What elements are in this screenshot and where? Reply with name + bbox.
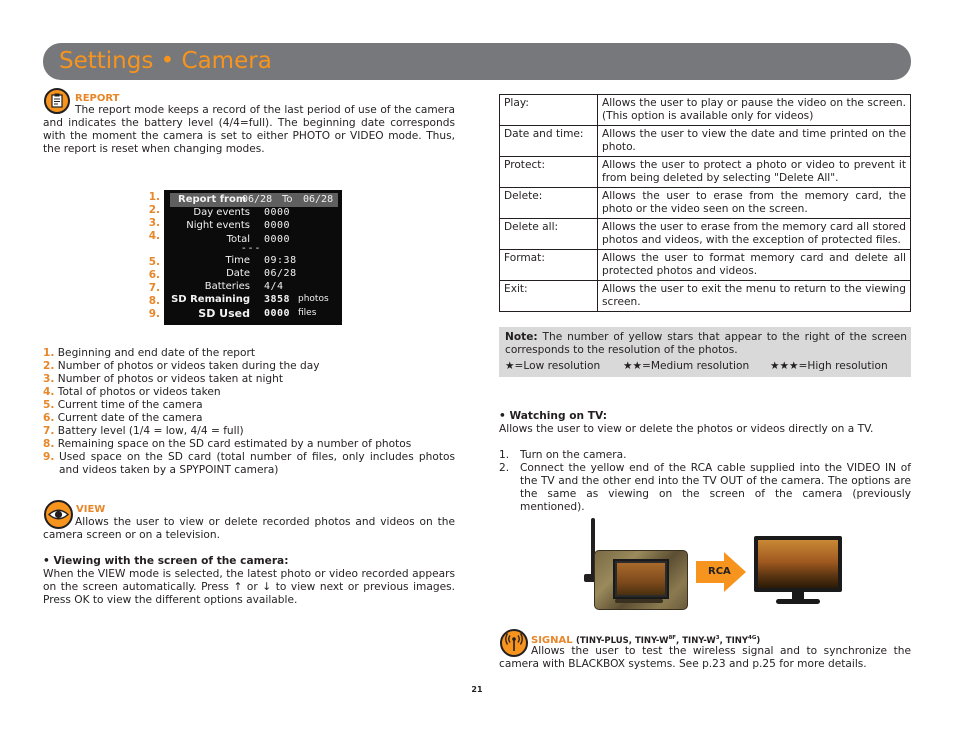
rca-arrow (696, 552, 746, 592)
list-item (499, 449, 911, 462)
table-row (500, 188, 911, 219)
table-row (500, 219, 911, 250)
table-cell-value: Allows the user to view the date and time printed on the photo. (598, 126, 911, 157)
tv-image (754, 536, 844, 608)
camera-screen-image (617, 563, 665, 595)
options-table (499, 94, 911, 312)
report-from-label: Report from (178, 194, 247, 205)
marker: 4. (148, 230, 160, 242)
table-row (500, 157, 911, 188)
table-cell-value: Allows the user to format memory card and delete all protected photos and videos. (598, 250, 911, 281)
screen-row-sd-remaining (164, 293, 342, 306)
marker: 2. (148, 204, 160, 216)
table-cell-key: Exit: (500, 281, 598, 312)
view-subheading: • Viewing with the screen of the camera: (43, 555, 289, 567)
marker: 6. (148, 269, 160, 281)
screen-suffix: files (298, 308, 317, 318)
screen-value: 4/4 (264, 281, 284, 292)
screen-value: 0000 (264, 207, 291, 218)
screen-value: 06/28 (264, 268, 297, 279)
legend-text: Number of photos or videos taken during the day (57, 360, 320, 372)
legend-text: Remaining space on the SD card estimated by a number of photos (57, 438, 412, 450)
list-item (43, 360, 455, 373)
note-label: Note: (505, 331, 538, 343)
list-item (43, 425, 455, 438)
table-cell-value: Allows the user to play or pause the video on the screen. (This option is available only for videos) (598, 95, 911, 126)
screen-row-date (164, 267, 342, 280)
screen-label: Date (226, 268, 250, 279)
report-screen (164, 190, 342, 325)
note-medium: ★★=Medium resolution (623, 360, 750, 372)
screen-label: Day events (193, 207, 250, 218)
note-high: ★★★=High resolution (770, 360, 888, 372)
marker: 7. (148, 282, 160, 294)
signal-sup-1: 8F (668, 635, 677, 641)
table-row (500, 281, 911, 312)
screen-separator: - - - (242, 243, 260, 254)
page-number: 21 (471, 685, 483, 694)
table-cell-value: Allows the user to erase from the memory card, the photo or the video seen on the screen. (598, 188, 911, 219)
screen-value: 0000 (264, 220, 291, 231)
marker: 8. (148, 295, 160, 307)
note-body: The number of yellow stars that appear to the right of the screen corresponds to the resolution of the photos. (505, 331, 907, 356)
list-item (43, 399, 455, 412)
table-cell-key: Play: (500, 95, 598, 126)
signal-models-b: , TINY-W (676, 635, 716, 646)
camera-buttons (615, 599, 663, 603)
screen-suffix: photos (298, 294, 329, 304)
view-heading: VIEW (76, 504, 106, 515)
table-cell-key: Delete: (500, 188, 598, 219)
screen-row-time (164, 254, 342, 267)
note-box (499, 327, 911, 377)
signal-models-d: ) (756, 635, 761, 646)
screen-label: SD Used (198, 307, 250, 320)
legend-text: Beginning and end date of the report (57, 347, 255, 359)
marker: 1. (148, 191, 160, 203)
screen-row-batteries (164, 280, 342, 293)
report-to-date: 06/28 (303, 194, 334, 205)
legend-text: Used space on the SD card (total number of files, only includes photos and videos taken by a SPYPOINT camera) (59, 451, 455, 476)
legend-num: 4. (43, 386, 55, 398)
title-bar (43, 43, 911, 80)
legend-num: 1. (43, 347, 55, 359)
screen-value: 0000 (264, 308, 291, 319)
camera-body (594, 550, 688, 610)
legend-num: 8. (43, 438, 55, 450)
screen-value: 3858 (264, 294, 291, 305)
legend-num: 7. (43, 425, 55, 437)
screen-row-sd-used (164, 307, 342, 320)
legend-num: 5. (43, 399, 55, 411)
signal-sup-3: 4G (748, 635, 757, 641)
legend-text: Battery level (1/4 = low, 4/4 = full) (57, 425, 244, 437)
note-text (505, 331, 907, 357)
list-item (43, 412, 455, 425)
list-item (43, 386, 455, 399)
screen-row-day (164, 206, 342, 219)
legend-text: Current time of the camera (57, 399, 203, 411)
signal-models-a: (TINY-PLUS, TINY-W (576, 635, 669, 646)
step-num: 1. (499, 449, 510, 461)
table-cell-value: Allows the user to protect a photo or video to prevent it from being deleted by selecting "Delete All". (598, 157, 911, 188)
legend-text: Current date of the camera (57, 412, 203, 424)
list-item (43, 373, 455, 386)
table-cell-value: Allows the user to erase from the memory card all stored photos and videos, with the exception of protected files. (598, 219, 911, 250)
table-row (500, 250, 911, 281)
legend-text: Total of photos or videos taken (57, 386, 221, 398)
signal-description: Allows the user to test the wireless signal and to synchronize the camera with BLACKBOX systems. See p.23 and p.25 for more details. (499, 645, 911, 670)
report-to-label: To (282, 194, 293, 205)
list-item (43, 451, 455, 477)
signal-heading: SIGNAL (531, 634, 573, 646)
camera-screen (613, 559, 669, 599)
list-item (43, 438, 455, 451)
tv-frame (754, 536, 842, 592)
report-heading: REPORT (75, 93, 120, 104)
page-title: Settings • Camera (59, 48, 272, 74)
marker: 3. (148, 217, 160, 229)
view-description: Allows the user to view or delete recorded photos and videos on the camera screen or on a television. (43, 516, 455, 541)
signal-models-c: , TINY (719, 635, 748, 646)
marker: 9. (148, 308, 160, 320)
table-cell-key: Delete all: (500, 219, 598, 250)
screen-markers (110, 190, 160, 320)
screen-label: Total (226, 234, 250, 245)
screen-value: 0000 (264, 234, 291, 245)
screen-label: Night events (186, 220, 250, 231)
table-cell-key: Protect: (500, 157, 598, 188)
step-num: 2. (499, 462, 510, 474)
view-subtext: When the VIEW mode is selected, the latest photo or video recorded appears on the screen automatically. Press ↑ or ↓ to view next or previous images. Press OK to view the different options available. (43, 568, 455, 606)
screen-label: Time (225, 255, 250, 266)
report-description: The report mode keeps a record of the last period of use of the camera and indicates the battery level (4/4=full). The beginning date corresponds with the moment the camera is set to either PHOTO or VIDEO mode. Thus, the report is reset when changing modes. (43, 104, 455, 155)
step-text: Turn on the camera. (520, 449, 627, 461)
signal-sup-2: 3 (715, 635, 720, 641)
screen-row-night (164, 219, 342, 232)
report-screen-header (170, 193, 338, 207)
table-cell-key: Date and time: (500, 126, 598, 157)
legend-num: 9. (43, 451, 55, 463)
list-item (499, 462, 911, 514)
legend-num: 6. (43, 412, 55, 424)
note-low: ★=Low resolution (505, 360, 601, 372)
legend-text: Number of photos or videos taken at night (57, 373, 284, 385)
legend-num: 3. (43, 373, 55, 385)
tv-stand (776, 599, 820, 604)
table-cell-value: Allows the user to exit the menu to return to the viewing screen. (598, 281, 911, 312)
report-from-date: 06/28 (242, 194, 273, 205)
table-row (500, 126, 911, 157)
screen-label: Batteries (204, 281, 250, 292)
tv-description: Allows the user to view or delete the photos or videos directly on a TV. (499, 423, 874, 435)
table-cell-key: Format: (500, 250, 598, 281)
legend-num: 2. (43, 360, 55, 372)
camera-image (584, 518, 694, 610)
rca-label: RCA (708, 566, 731, 577)
marker: 5. (148, 256, 160, 268)
table-row (500, 95, 911, 126)
screen-label: SD Remaining (171, 294, 250, 305)
step-text: Connect the yellow end of the RCA cable supplied into the VIDEO IN of the TV and the other end into the TV OUT of the camera. The options are the same as viewing on the screen of the camera (previously mentioned). (520, 462, 911, 513)
tv-heading: • Watching on TV: (499, 410, 607, 422)
screen-value: 09:38 (264, 255, 297, 266)
list-item (43, 347, 455, 360)
tv-screen (758, 540, 838, 588)
